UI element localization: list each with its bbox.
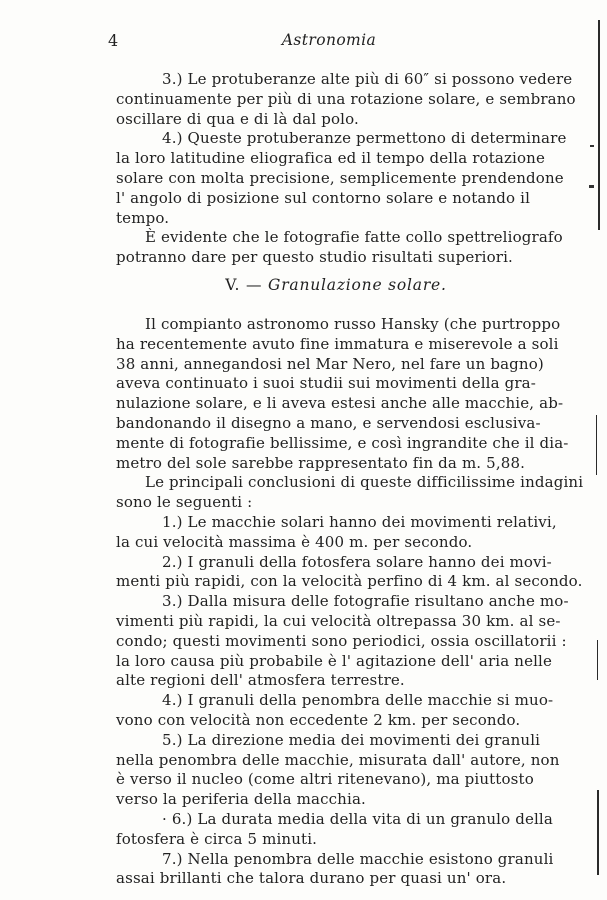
scan-mark	[589, 185, 594, 188]
text-line: alte regioni dell' atmosfera terrestre.	[116, 671, 405, 690]
text-line: È evidente che le fotografie fatte collo spettreliografo	[145, 228, 563, 247]
text-line: la cui velocità massima è 400 m. per secondo.	[116, 532, 473, 551]
text-line: 4.) Queste protuberanze permettono di determinare	[162, 129, 567, 148]
text-line: Il compianto astronomo russo Hansky (che purtroppo	[145, 315, 561, 333]
section-heading	[116, 276, 556, 294]
text-line: l' angolo di posizione sul contorno solare e notando il	[116, 188, 531, 207]
paragraphs-granulation	[116, 315, 584, 889]
running-title: Astronomia	[281, 31, 377, 49]
text-line: continuamente per più di una rotazione solare, e sembrano	[116, 89, 576, 108]
text-line: 4.) I granuli della penombra delle macchie si muo-	[162, 691, 554, 710]
text-line: tempo.	[116, 208, 170, 227]
text-line: la loro latitudine eliografica ed il tempo della rotazione	[116, 149, 546, 168]
text-line: 3.) Le protuberanze alte più di 60″ si possono vedere	[162, 70, 573, 88]
text-line: nulazione solare, e li aveva estesi anche alle macchie, ab-	[116, 394, 564, 413]
text-line: vimenti più rapidi, la cui velocità oltrepassa 30 km. al se-	[116, 611, 561, 630]
page-number: 4	[108, 31, 119, 50]
text-line: 5.) La direzione media dei movimenti dei granuli	[162, 730, 541, 749]
section-title: Granulazione solare.	[268, 276, 447, 294]
section-number: V.	[225, 276, 241, 294]
text-line: solare con molta precisione, semplicemente prendendone	[116, 168, 564, 187]
page-header	[108, 31, 550, 55]
paragraphs-protuberances	[116, 70, 576, 268]
text-line: ha recentemente avuto fine immatura e miserevole a soli	[116, 334, 559, 353]
text-line: 1.) Le macchie solari hanno dei movimenti relativi,	[162, 512, 557, 531]
text-line: aveva continuato i suoi studii sui movimenti della gra-	[116, 374, 536, 393]
scan-mark	[590, 145, 594, 147]
text-line: Le principali conclusioni di queste difficilissime indagini	[145, 473, 584, 492]
text-line: bandonando il disegno a mano, e servendosi esclusiva-	[116, 413, 541, 432]
text-line: 2.) I granuli della fotosfera solare hanno dei movi-	[162, 552, 552, 571]
text-line: · 6.) La durata media della vita di un granulo della	[162, 809, 553, 828]
text-line: verso la periferia della macchia.	[116, 790, 366, 809]
text-line: mente di fotografie bellissime, e così ingrandite che il dia-	[116, 433, 569, 452]
text-line: assai brillanti che talora durano per quasi un' ora.	[116, 869, 507, 888]
text-line: vono con velocità non eccedente 2 km. per secondo.	[116, 710, 521, 729]
text-line: metro del sole sarebbe rappresentato fin da m. 5,88.	[116, 453, 526, 472]
text-line: menti più rapidi, con la velocità perfino di 4 km. al secondo.	[116, 572, 583, 591]
text-line: nella penombra delle macchie, misurata dall' autore, non	[116, 750, 560, 769]
binding-edge-line	[598, 20, 600, 230]
text-line: 3.) Dalla misura delle fotografie risultano anche mo-	[162, 592, 569, 611]
text-line: è verso il nucleo (come altri ritenevano), ma piuttosto	[116, 770, 534, 789]
text-line: oscillare di qua e di là dal polo.	[116, 109, 359, 128]
text-line: la loro causa più probabile è l' agitazione dell' aria nelle	[116, 651, 553, 670]
text-line: condo; questi movimenti sono periodici, ossia oscillatorii :	[116, 631, 567, 650]
text-line: fotosfera è circa 5 minuti.	[116, 829, 318, 848]
binding-edge-line	[596, 415, 597, 475]
text-line: 38 anni, annegandosi nel Mar Nero, nel fare un bagno)	[116, 354, 544, 373]
text-line: potranno dare per questo studio risultati superiori.	[116, 248, 513, 267]
binding-edge-line	[597, 640, 598, 680]
binding-edge-line	[597, 790, 599, 875]
section-dash: —	[245, 276, 263, 294]
text-line: sono le seguenti :	[116, 493, 253, 512]
text-line: 7.) Nella penombra delle macchie esistono granuli	[162, 849, 554, 868]
